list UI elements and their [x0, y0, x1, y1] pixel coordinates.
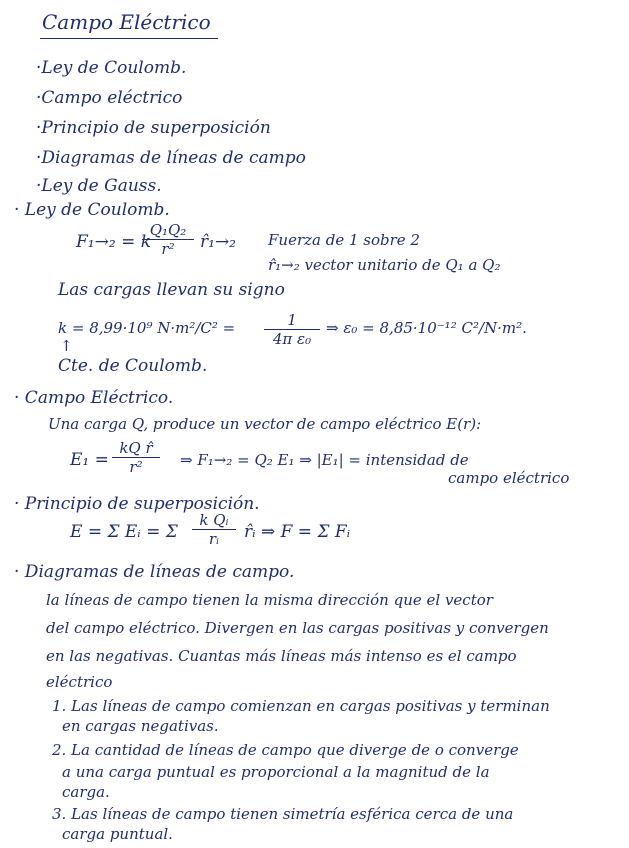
diagramas-item: a una carga puntual es proporcional a la magnitud de la: [62, 763, 490, 781]
coulomb-fraction-den: r²: [161, 240, 175, 258]
campo-fraction-num: kQ r̂: [119, 439, 153, 457]
campo-relation: ⇒ F₁→₂ = Q₂ E₁ ⇒ |E₁| = intensidad de: [180, 451, 469, 469]
diagramas-item: en cargas negativas.: [62, 717, 219, 735]
diagramas-item: carga puntual.: [62, 825, 173, 843]
diagramas-item: 3. Las líneas de campo tienen simetría esférica cerca de una: [52, 805, 514, 823]
index-item: ·Ley de Coulomb.: [36, 58, 187, 78]
superposicion-fraction-num: k Qᵢ: [199, 511, 229, 529]
index-item: ·Campo eléctrico: [36, 88, 183, 108]
superposicion-eq-lhs: E = Σ Eᵢ = Σ: [70, 522, 178, 542]
diagramas-paragraph-line: la líneas de campo tienen la misma dirección que el vector: [46, 591, 493, 609]
k-fraction-num: 1: [287, 311, 297, 329]
coulomb-force-lhs: F₁→₂ = k: [76, 232, 152, 252]
coulomb-fraction: [142, 222, 194, 257]
diagramas-paragraph-line: en las negativas. Cuantas más líneas más intenso es el campo: [46, 647, 517, 665]
campo-fraction: [112, 440, 160, 475]
title-underline: [40, 38, 218, 39]
campo-intro: Una carga Q, produce un vector de campo eléctrico E(r):: [48, 415, 482, 433]
section-heading-campo: · Campo Eléctrico.: [14, 388, 174, 408]
coulomb-k-equation: k = 8,99·10⁹ N·m²/C² =: [58, 319, 236, 337]
coulomb-note-1: Fuerza de 1 sobre 2: [268, 231, 420, 249]
coulomb-note-2: r̂₁→₂ vector unitario de Q₁ a Q₂: [268, 256, 501, 274]
diagramas-paragraph-line: del campo eléctrico. Divergen en las cargas positivas y convergen: [46, 619, 549, 637]
coulomb-fraction-num: Q₁Q₂: [149, 221, 187, 239]
k-fraction-den: 4π ε₀: [272, 330, 312, 348]
k-fraction: [264, 312, 320, 347]
superposicion-eq-rhs: r̂ᵢ ⇒ F = Σ Fᵢ: [244, 522, 351, 542]
coulomb-arrow: ↑: [60, 337, 73, 355]
section-heading-diagramas: · Diagramas de líneas de campo.: [14, 562, 295, 582]
campo-e-lhs: E₁ =: [70, 450, 109, 470]
section-heading-coulomb: · Ley de Coulomb.: [14, 200, 170, 220]
page-title: Campo Eléctrico: [42, 10, 211, 34]
diagramas-item: 1. Las líneas de campo comienzan en cargas positivas y terminan: [52, 697, 550, 715]
coulomb-sign-note: Las cargas llevan su signo: [58, 280, 285, 300]
superposicion-fraction: [192, 512, 236, 547]
section-heading-superposicion: · Principio de superposición.: [14, 494, 260, 514]
index-item: ·Principio de superposición: [36, 118, 271, 138]
index-item: ·Ley de Gauss.: [36, 176, 162, 196]
superposicion-fraction-den: rᵢ: [208, 530, 220, 548]
diagramas-paragraph-line: eléctrico: [46, 673, 113, 691]
index-item: ·Diagramas de líneas de campo: [36, 148, 306, 168]
coulomb-eps-equation: ⇒ ε₀ = 8,85·10⁻¹² C²/N·m².: [326, 319, 527, 337]
campo-intensity-note: campo eléctrico: [448, 469, 570, 487]
campo-fraction-den: r²: [129, 458, 143, 476]
coulomb-force-rhs: r̂₁→₂: [200, 232, 237, 252]
diagramas-item: carga.: [62, 783, 110, 801]
diagramas-item: 2. La cantidad de líneas de campo que diverge de o converge: [52, 741, 519, 759]
coulomb-k-note: Cte. de Coulomb.: [58, 356, 208, 376]
